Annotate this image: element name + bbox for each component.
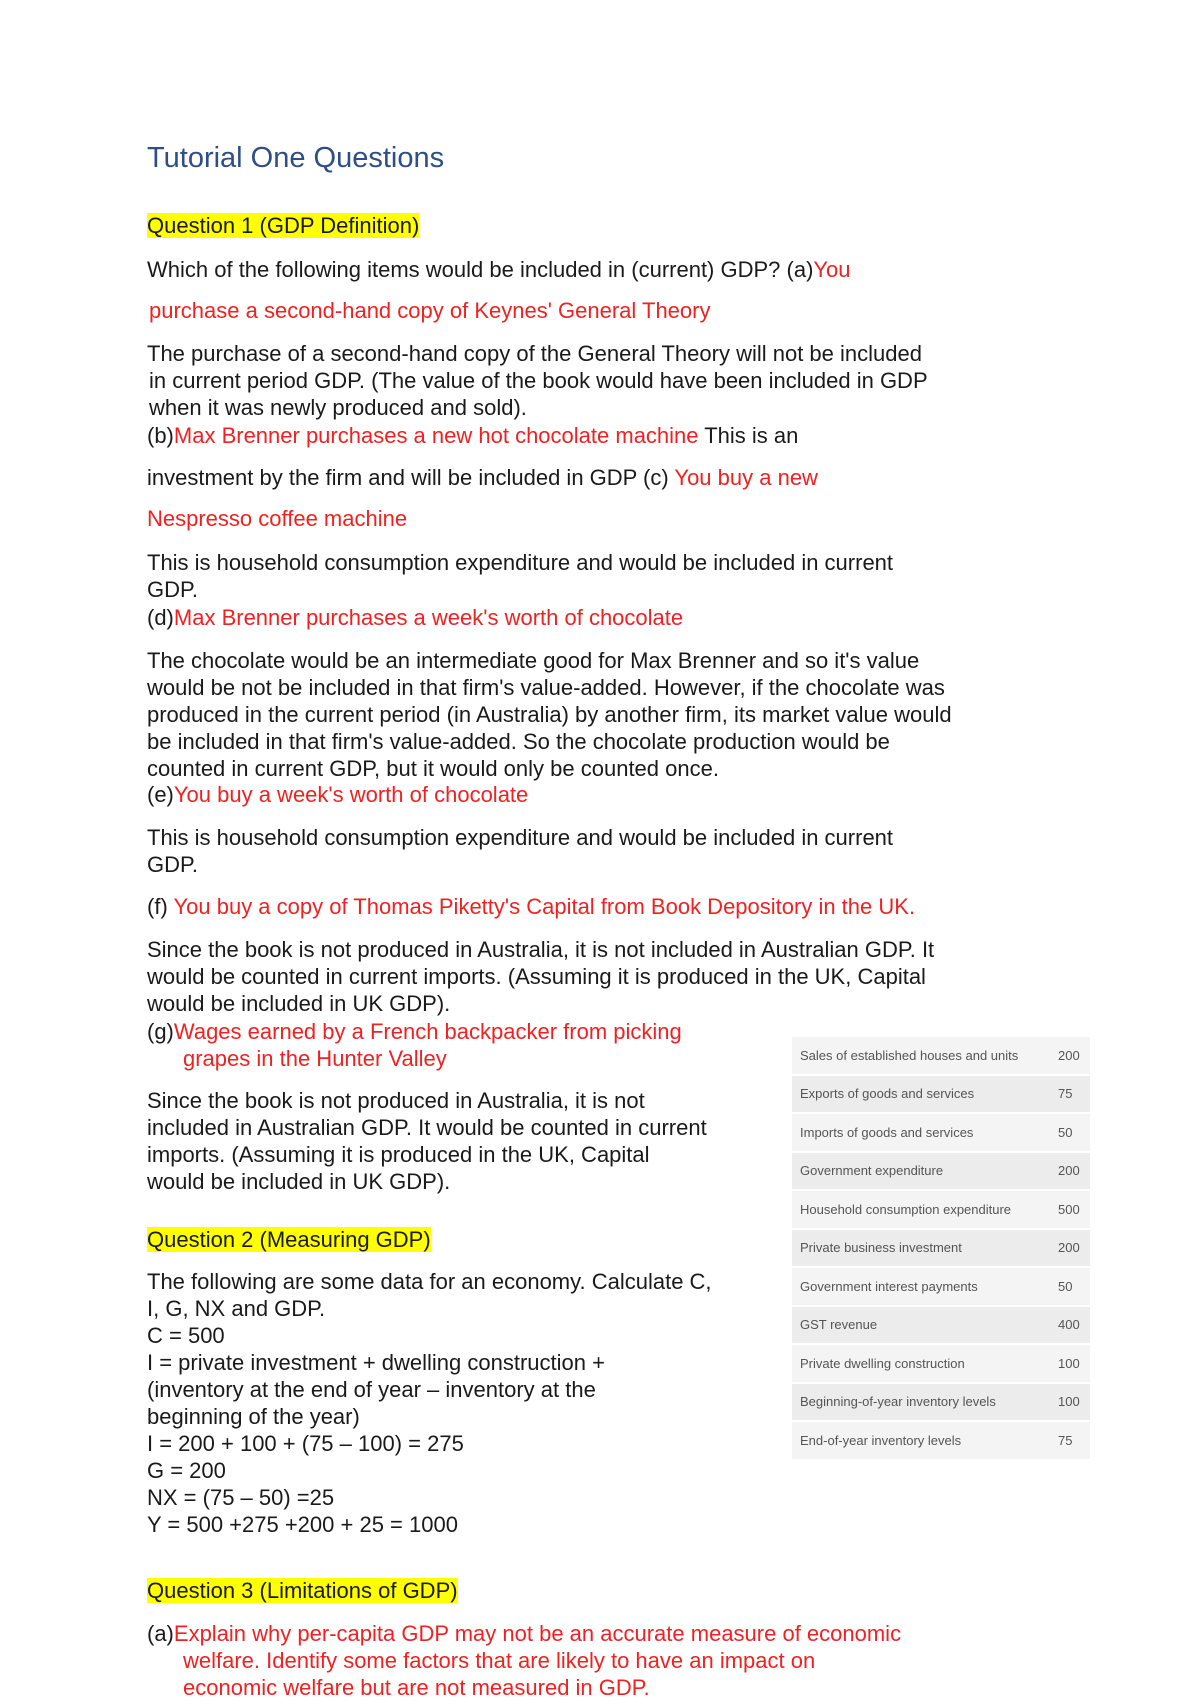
- q2-answer: The following are some data for an economy. Calculate C, I, G, NX and GDP. C = 500 I = private investment + dwelling construction + (inventory at the end of year – inventory at the beginning of the year) I = 200 + 100 + (75 – 100) = 275 G = 200 NX = (75 – 50) =25 Y = 500 +275 +200 + 25 = 1000: [147, 1269, 712, 1537]
- table-row: Private dwelling construction 100: [792, 1344, 1090, 1383]
- page-title: Tutorial One Questions: [147, 142, 445, 174]
- question-1-heading: Question 1 (GDP Definition): [147, 213, 420, 238]
- q1-e-answer: This is household consumption expenditure and would be included in current GDP.: [147, 825, 894, 877]
- q1-c-answer: This is household consumption expenditure and would be included in current GDP.: [147, 550, 894, 602]
- question-3-heading: Question 3 (Limitations of GDP): [147, 1578, 458, 1603]
- q1-g-answer: Since the book is not produced in Australia, it is not included in Australian GDP. It would be counted in current imports. (Assuming it is produced in the UK, Capital would be included in UK GDP).: [147, 1088, 707, 1194]
- table-row: Beginning-of-year inventory levels 100: [792, 1383, 1090, 1422]
- table-row: Government interest payments 50: [792, 1267, 1090, 1306]
- q1-c-question: Nespresso coffee machine: [147, 506, 408, 531]
- question-2-heading: Question 2 (Measuring GDP): [147, 1227, 431, 1252]
- q1-e-line: (e)You buy a week's worth of chocolate: [147, 782, 529, 807]
- q1-b-line: (b)Max Brenner purchases a new hot chocolate machine This is an: [147, 423, 799, 448]
- q1-g-line: (g)Wages earned by a French backpacker from picking grapes in the Hunter Valley: [147, 1019, 682, 1071]
- economy-data-table: [792, 1037, 1090, 1461]
- table-row: Imports of goods and services 50: [792, 1113, 1090, 1152]
- q1-intro: Which of the following items would be included in (current) GDP? (a)You: [147, 257, 851, 282]
- table-row: Sales of established houses and units 200: [792, 1037, 1090, 1075]
- q1-d-answer: The chocolate would be an intermediate good for Max Brenner and so it's value would be not be included in that firm's value-added. However, if the chocolate was produced in the current period (in Australia) by another firm, its market value would be included in that firm's value-added. So the chocolate production would be counted in current GDP, but it would only be counted once.: [147, 648, 952, 781]
- q3-a-question: (a)Explain why per-capita GDP may not be an accurate measure of economic welfare. Identify some factors that are likely to have an impact on economic welfare but are not measured in GDP.: [147, 1621, 902, 1700]
- table-row: End-of-year inventory levels 75: [792, 1421, 1090, 1460]
- table-row: GST revenue 400: [792, 1306, 1090, 1345]
- table-row: Exports of goods and services 75: [792, 1075, 1090, 1114]
- table-row: Government expenditure 200: [792, 1152, 1090, 1191]
- q1-a-question: purchase a second-hand copy of Keynes' General Theory: [149, 298, 711, 323]
- q1-c-line: investment by the firm and will be included in GDP (c) You buy a new: [147, 465, 818, 490]
- table-row: Household consumption expenditure 500: [792, 1190, 1090, 1229]
- q1-d-line: (d)Max Brenner purchases a week's worth of chocolate: [147, 605, 684, 630]
- q1-f-answer: Since the book is not produced in Australia, it is not included in Australian GDP. It would be counted in current imports. (Assuming it is produced in the UK, Capital would be included in UK GDP).: [147, 937, 935, 1016]
- table-row: Private business investment 200: [792, 1229, 1090, 1268]
- q1-f-line: (f) You buy a copy of Thomas Piketty's Capital from Book Depository in the UK.: [147, 894, 916, 919]
- q1-a-answer: The purchase of a second-hand copy of the General Theory will not be included in current period GDP. (The value of the book would have been included in GDP when it was newly produced and sold).: [147, 341, 928, 420]
